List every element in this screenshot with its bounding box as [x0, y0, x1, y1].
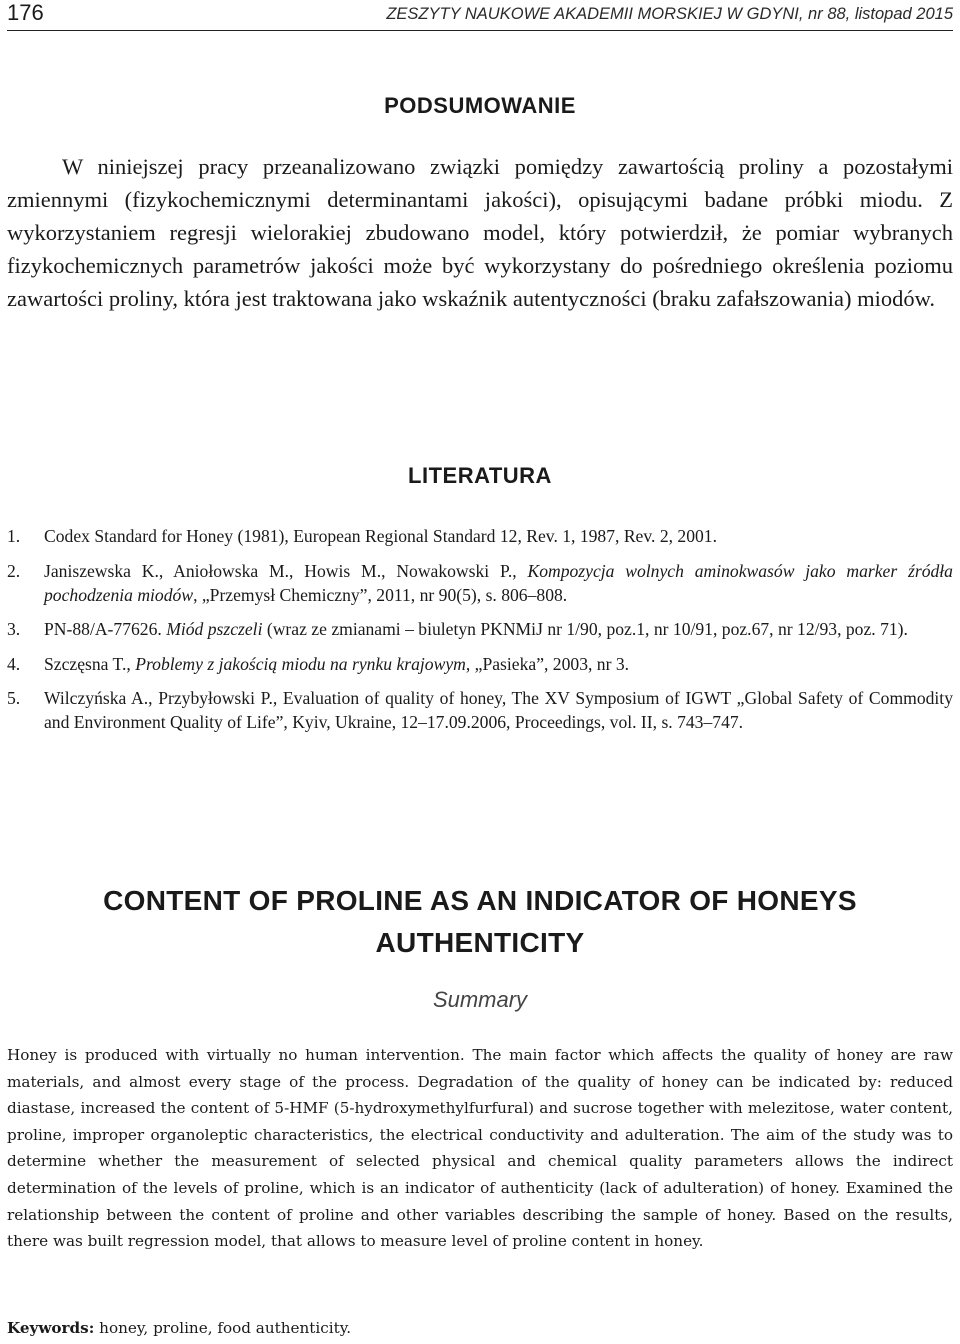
reference-authors: PN-88/A-77626. — [44, 619, 167, 639]
reference-number: 5. — [7, 688, 21, 708]
reference-source: , „Pasieka”, 2003, nr 3. — [465, 653, 630, 674]
reference-item — [7, 617, 953, 641]
section-heading-literatura: LITERATURA — [408, 463, 552, 488]
reference-item — [7, 524, 953, 548]
reference-number: 2. — [7, 560, 21, 581]
reference-authors: Janiszewska K., Aniołowska M., Howis M., Nowakowski P., — [44, 560, 528, 581]
reference-text: Codex Standard for Honey (1981), European Regional Standard 12, Rev. 1, 1987, Rev. 2, 2001. — [44, 526, 717, 546]
keywords-label: Keywords: — [7, 1319, 95, 1337]
english-title-line-1: CONTENT OF PROLINE AS AN INDICATOR OF HONEYS — [103, 885, 857, 916]
reference-item — [7, 652, 953, 676]
reference-title: Problemy z jakością miodu na rynku krajowym — [135, 653, 466, 674]
reference-authors: Szczęsna T., — [44, 653, 136, 674]
header-rule — [7, 30, 953, 31]
reference-title: Kompozycja wolnych aminokwasów jako marker źródła pochodzenia miodów — [44, 560, 953, 605]
section-heading-podsumowanie: PODSUMOWANIE — [384, 93, 576, 118]
reference-number: 4. — [7, 653, 21, 674]
reference-item — [7, 686, 953, 734]
summary-paragraph-en: Honey is produced with virtually no human intervention. The main factor which affects the quality of honey are raw materials, and almost every stage of the process. Degradation of the quality of honey can be indicated by: reduced diastase, increased the content of 5-HMF (5-hydroxymethylfurfural) and sucrose together with melezitose, water content, proline, improper organoleptic characteristics, the electrical conductivity and adulteration. The aim of the study was to determine whether the measurement of selected physical and chemical quality parameters allows the indirect determination of the levels of proline, which is an indicator of authenticity (lack of adulteration) of honey. Examined the relationship between the content of proline and other variables describing the sample of honey. Based on the results, there was built regression model, that allows to measure level of proline content in honey. — [7, 1046, 953, 1251]
reference-number: 1. — [7, 526, 21, 546]
summary-paragraph-pl: W niniejszej pracy przeanalizowano związki pomiędzy zawartością proliny a pozostałymi zmiennymi (fizykochemicznymi determinantami jakości), opisującymi badane próbki miodu. Z wykorzystaniem regresji wielorakiej zbudowano model, który potwierdził, że pomiar wybranych fizykochemicznych parametrów jakości może być wykorzystany do pośredniego określenia poziomu zawartości proliny, która jest traktowana jako wskaźnik autentyczności (braku zafałszowania) miodów. — [7, 154, 953, 311]
keywords-text: honey, proline, food authenticity. — [94, 1319, 352, 1337]
reference-number: 3. — [7, 619, 21, 639]
page-header — [7, 0, 953, 32]
reference-item — [7, 559, 953, 607]
page-number: 176 — [7, 0, 44, 25]
summary-heading: Summary — [432, 987, 528, 1012]
running-head: ZESZYTY NAUKOWE AKADEMII MORSKIEJ W GDYNI, nr 88, listopad 2015 — [386, 5, 953, 23]
reference-list — [7, 524, 953, 745]
english-title-line-2: AUTHENTICITY — [375, 927, 585, 958]
keywords — [7, 1316, 953, 1340]
reference-source: (wraz ze zmianami – biuletyn PKNMiJ nr 1/90, poz.1, nr 10/91, poz.67, nr 12/93, poz. 71). — [262, 619, 908, 639]
reference-text: Wilczyńska A., Przybyłowski P., Evaluation of quality of honey, The XV Symposium of IGWT „Global Safety of Commodity and Environment Quality of Life”, Kyiv, Ukraine, 12–17.09.2006, Proceedings, vol. II, s. 743–747. — [44, 688, 953, 732]
reference-source: , „Przemysł Chemiczny”, 2011, nr 90(5), s. 806–808. — [193, 584, 568, 605]
reference-title: Miód pszczeli — [166, 619, 263, 639]
english-title — [0, 880, 960, 964]
